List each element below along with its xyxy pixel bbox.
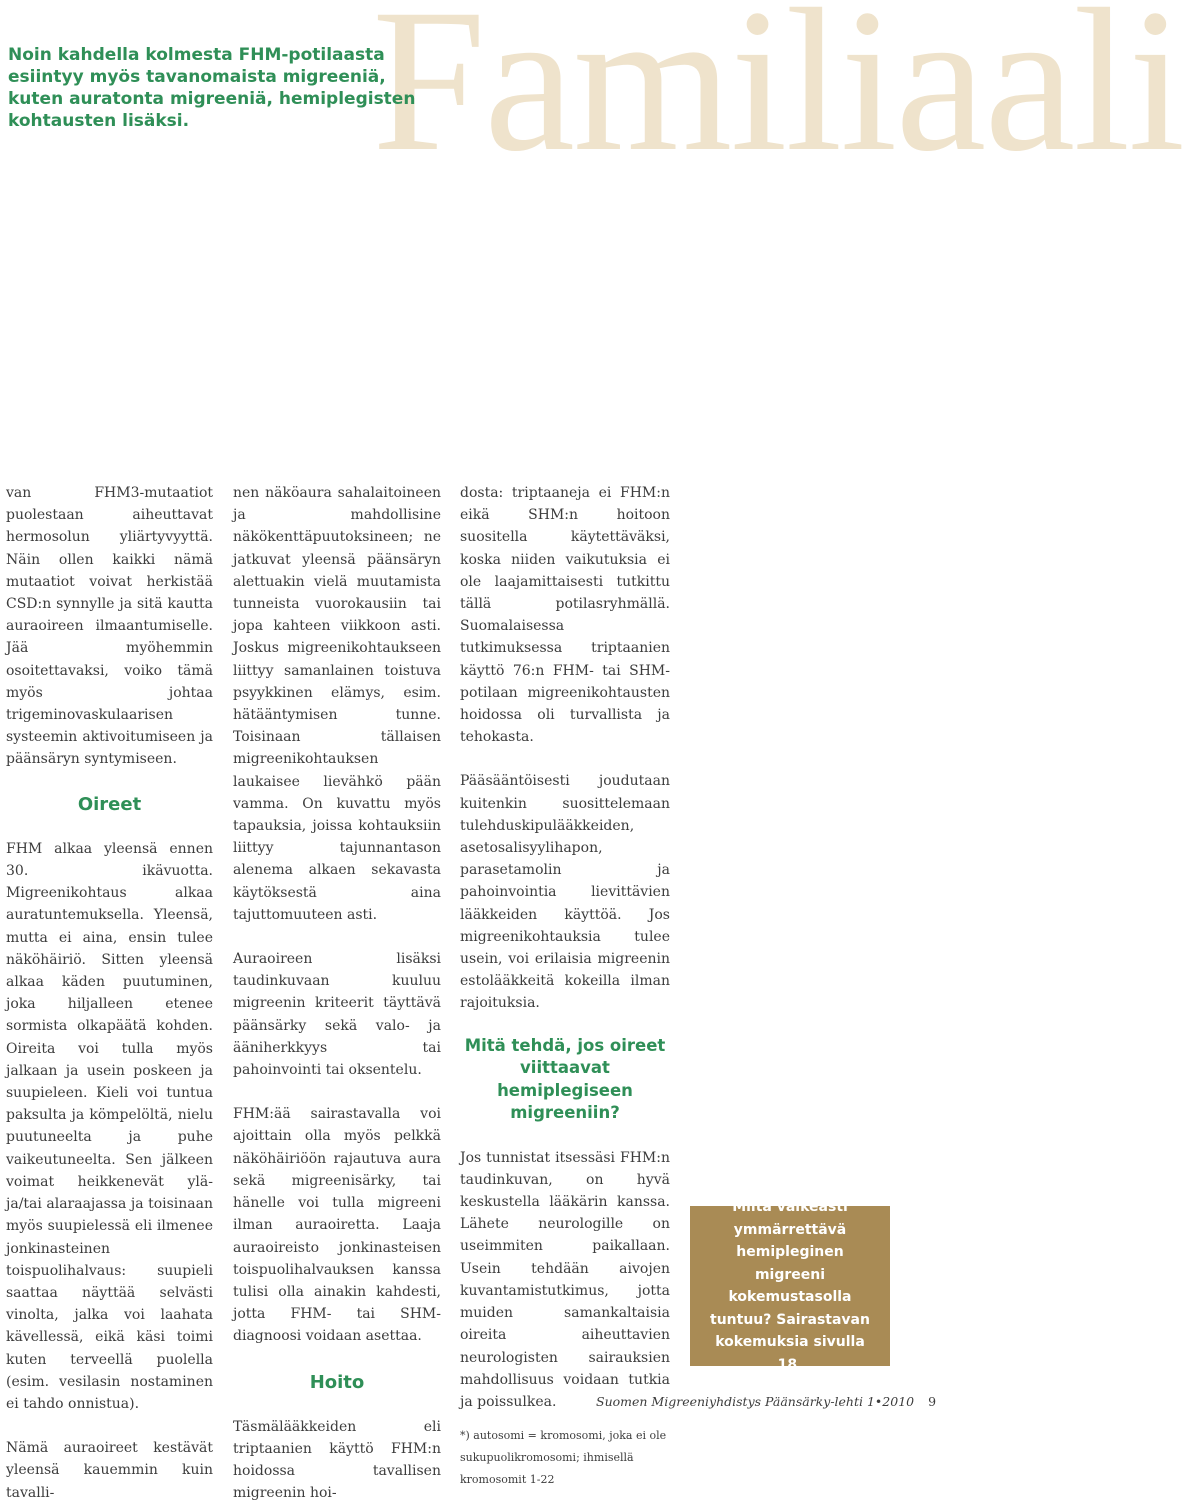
paragraph: Nämä auraoireet kestävät yleensä kauemmin kuin tavalli- <box>6 1440 213 1501</box>
paragraph: Auraoireen lisäksi taudinkuvaan kuuluu migreenin kriteerit täyttävä päänsärky sekä valo- ja ääniherkkyys tai pahoinvointi tai oksentelu. <box>233 951 441 1079</box>
intro-quote: Noin kahdella kolmesta FHM-potilaasta esiintyy myös tavanomaista migreeniä, kuten auratonta migreeniä, hemiplegisten kohtausten lisäksi. <box>8 45 416 131</box>
section-heading-hoito: Hoito <box>309 1371 365 1393</box>
footer-publication: Suomen Migreeniyhdistys Päänsärky-lehti 1•2010 <box>596 1394 915 1409</box>
column-3 <box>460 482 670 1491</box>
paragraph: FHM alkaa yleensä ennen 30. ikävuotta. Migreenikohtaus alkaa auratuntemuksella. Yleensä, mutta ei aina, ensin tulee näköhäiriö. Sitten yleensä alkaa käden puutuminen, joka hiljalleen etenee sormista olkapäätä kohden. Oireita voi tulla myös jalkaan ja usein poskeen ja suupieleen. Kieli voi tuntua paksulta ja kömpelöltä, nielu puutuneelta ja puhe vaikeutuneelta. Sen jälkeen voimat heikkenevät ylä- ja/tai alaraajassa ja toisinaan myös suupielessä eli ilmenee jonkinasteinen toispuolihalvaus: suupieli saattaa näyttää selvästi vinolta, jalka voi laahata kävellessä, eikä käsi toimi kuten terveellä puolella (esim. vesilasin nostaminen ei tahdo onnistua). <box>6 840 213 1412</box>
callout-text: Miltä vaikeasti ymmärrettävä hemipleginen migreeni kokemustasolla tuntuu? Sairastavan kokemuksia sivulla 18. <box>710 1199 870 1373</box>
paragraph: Jos tunnistat itsessäsi FHM:n taudinkuvan, on hyvä keskustella lääkärin kanssa. Lähete neurologille on useimmiten paikallaan. Usein tehdään aivojen kuvantamistutkimus, jotta muiden samankaltaisia oireita aiheuttavien neurologisten sairauksien mahdollisuus voidaan tutkia ja poissulkea. <box>460 1149 670 1410</box>
paragraph: FHM:ää sairastavalla voi ajoittain olla myös pelkkä näköhäiriöön rajautuva aura sekä migreenisärky, tai hänelle voi tulla migreeni ilman auraoiretta. Laaja auraoireisto jonkinasteisen toispuolihalvauksen kanssa tulisi olla ainakin kahdesti, jotta FHM- tai SHM-diagnoosi voidaan asettaa. <box>233 1106 441 1345</box>
page-footer <box>596 1394 936 1409</box>
column-1 <box>6 482 213 1504</box>
page-number: 9 <box>928 1394 937 1409</box>
column-2 <box>233 482 441 1505</box>
paragraph: Täsmälääkkeiden eli triptaanien käyttö FHM:n hoidossa tavallisen migreenin hoi- <box>233 1418 441 1502</box>
background-watermark: Familiaali <box>372 0 1183 194</box>
paragraph: dosta: triptaaneja ei FHM:n eikä SHM:n hoitoon suositella käytettäväksi, koska niiden vaikutuksia ei ole laajamittaisesti tutkittu tällä potilasryhmällä. Suomalaisessa tutkimuksessa triptaanien käyttö 76:n FHM- tai SHM-potilaan migreenikohtausten hoidossa oli turvallista ja tehokasta. <box>460 485 670 746</box>
section-heading-mita-tehda: Mitä tehdä, jos oireet viittaavat hemiplegiseen migreeniin? <box>464 1035 666 1123</box>
section-heading-oireet: Oireet <box>77 793 142 815</box>
callout-box <box>690 1199 890 1373</box>
footnote: *) autosomi = kromosomi, joka ei ole sukupuolikromosomi; ihmisellä kromosomit 1-22 <box>460 1429 667 1487</box>
paragraph: Pääsääntöisesti joudutaan kuitenkin suosittelemaan tulehduskipulääkkeiden, asetosalisyylihapon, parasetamolin ja pahoinvointia lievittävien lääkkeiden käyttöä. Jos migreenikohtauksia tulee usein, voi erilaisia migreenin estolääkkeitä kokeilla ilman rajoituksia. <box>460 773 670 1012</box>
paragraph: nen näköaura sahalaitoineen ja mahdollisine näkökenttäpuutoksineen; ne jatkuvat yleensä päänsäryn alettuakin vielä muutamista tunneista vuorokausiin tai jopa kahteen viikkoon asti. Joskus migreenikohtaukseen liittyy samanlainen toistuva psyykkinen elämys, esim. hätääntymisen tunne. Toisinaan tällaisen migreenikohtauksen laukaisee lievähkö pään vamma. On kuvattu myös tapauksia, joissa kohtauksiin liittyy tajunnantason alenema alkaen sekavasta käytöksestä aina tajuttomuuteen asti. <box>233 485 441 923</box>
paragraph: van FHM3-mutaatiot puolestaan aiheuttavat hermosolun yliärtyvyyttä. Näin ollen kaikki nämä mutaatiot voivat herkistää CSD:n synnylle ja sitä kautta auraoireen ilmaantumiselle. Jää myöhemmin osoitettavaksi, voiko tämä myös johtaa trigeminovaskulaarisen systeemin aktivoitumiseen ja päänsäryn syntymiseen. <box>6 485 213 768</box>
